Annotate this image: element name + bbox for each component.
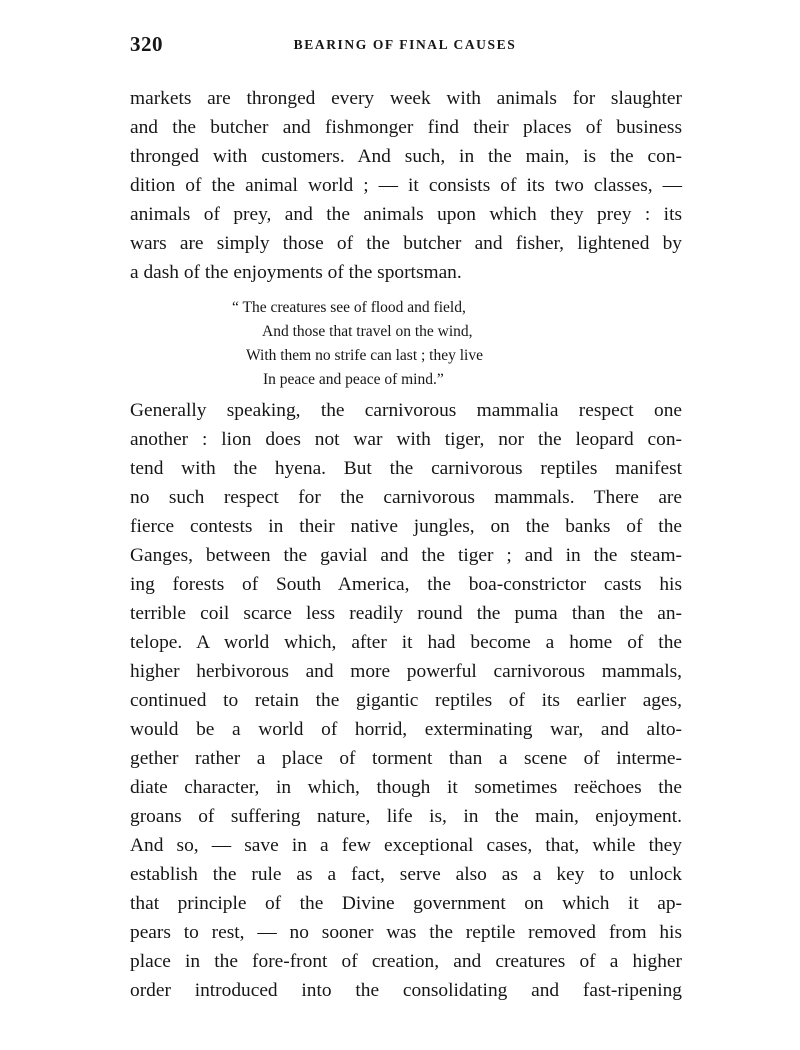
verse-line: And those that travel on the wind, (262, 323, 473, 340)
text-line: continued to retain the gigantic reptiles of its earlier ages, (130, 690, 682, 711)
running-title: BEARING OF FINAL CAUSES (293, 37, 517, 52)
text-line: wars are simply those of the butcher and fisher, lightened by (130, 233, 682, 254)
verse-line: With them no strife can last ; they live (246, 347, 483, 364)
text-line: pears to rest, — no sooner was the reptile removed from his (130, 922, 682, 943)
text-line: a dash of the enjoyments of the sportsman. (130, 262, 462, 283)
text-line: no such respect for the carnivorous mammals. There are (130, 487, 682, 508)
text-line: markets are thronged every week with animals for slaughter (130, 88, 682, 109)
text-line: terrible coil scarce less readily round the puma than the an- (130, 603, 682, 624)
page-number: 320 (130, 32, 163, 56)
text-line: ing forests of South America, the boa-constrictor casts his (130, 574, 682, 595)
text-line: another : lion does not war with tiger, nor the leopard con- (130, 429, 682, 450)
verse-line: “ The creatures see of flood and field, (232, 299, 466, 316)
paragraph-main (130, 396, 682, 1005)
text-line: that principle of the Divine government on which it ap- (130, 893, 682, 914)
paragraph-continuation (130, 84, 682, 287)
text-line: And so, — save in a few exceptional cases, that, while they (130, 835, 682, 856)
text-line: higher herbivorous and more powerful carnivorous mammals, (130, 661, 682, 682)
text-line: dition of the animal world ; — it consists of its two classes, — (130, 175, 682, 196)
text-line: order introduced into the consolidating and fast-ripening (130, 980, 682, 1001)
text-line: would be a world of horrid, exterminating war, and alto- (130, 719, 682, 740)
text-line: place in the fore-front of creation, and creatures of a higher (130, 951, 682, 972)
verse-quotation (232, 296, 592, 392)
verse-line: In peace and peace of mind.” (263, 371, 444, 388)
text-line: Ganges, between the gavial and the tiger ; and in the steam- (130, 545, 682, 566)
text-line: Generally speaking, the carnivorous mammalia respect one (130, 400, 682, 421)
text-line: telope. A world which, after it had become a home of the (130, 632, 682, 653)
text-line: diate character, in which, though it sometimes reëchoes the (130, 777, 682, 798)
text-line: groans of suffering nature, life is, in the main, enjoyment. (130, 806, 682, 827)
text-line: fierce contests in their native jungles, on the banks of the (130, 516, 682, 537)
text-line: tend with the hyena. But the carnivorous reptiles manifest (130, 458, 682, 479)
text-line: animals of prey, and the animals upon which they prey : its (130, 204, 682, 225)
running-head (130, 32, 680, 58)
text-line: establish the rule as a fact, serve also as a key to unlock (130, 864, 682, 885)
text-line: thronged with customers. And such, in the main, is the con- (130, 146, 682, 167)
text-line: gether rather a place of torment than a scene of interme- (130, 748, 682, 769)
text-line: and the butcher and fishmonger find their places of business (130, 117, 682, 138)
